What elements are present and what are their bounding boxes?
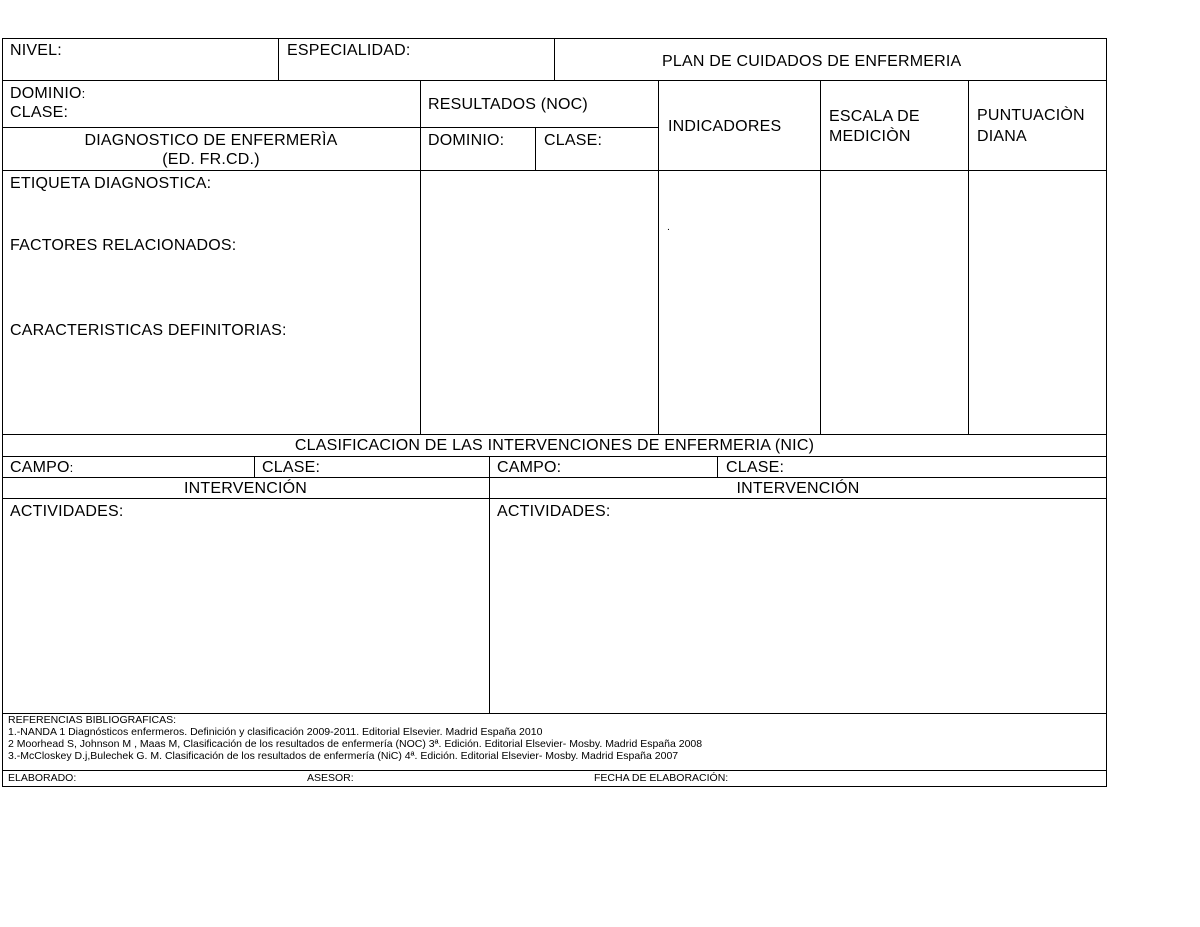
noc-dominio-label: DOMINIO:: [428, 132, 505, 149]
campo-text: CAMPO: [10, 459, 70, 476]
campo-colon: :: [69, 460, 74, 475]
grid-line: [658, 80, 659, 434]
escala-header-line1: ESCALA DE: [829, 108, 920, 125]
grid-line: [254, 456, 255, 477]
caracteristicas-definitorias-label: CARACTERISTICAS DEFINITORIAS:: [10, 322, 287, 339]
fecha-elaboracion-label: FECHA DE ELABORACIÓN:: [594, 772, 729, 784]
grid-line: [278, 38, 279, 80]
reference-item-1: 1.-NANDA 1 Diagnósticos enfermeros. Definición y clasificación 2009-2011. Editorial Elsevier. Madrid España 2010: [8, 726, 543, 738]
diagnosis-heading-line1: DIAGNOSTICO DE ENFERMERÌA: [84, 132, 338, 149]
nic-right-actividades-label: ACTIVIDADES:: [497, 503, 611, 520]
grid-line: [2, 456, 1107, 457]
dominio-text: DOMINIO: [10, 85, 82, 102]
reference-item-3: 3.-McCloskey D.j,Bulechek G. M. Clasificación de los resultados de enfermería (NiC) 4ª. Edición. Editorial Elsevier- Mosby. Madrid España 2007: [8, 750, 679, 762]
escala-header-line2: MEDICIÒN: [829, 128, 911, 145]
nic-left-campo-label: [10, 459, 73, 476]
grid-line: [2, 770, 1107, 771]
nic-heading: CLASIFICACION DE LAS INTERVENCIONES DE ENFERMERIA (NIC): [294, 437, 815, 454]
grid-line: [535, 127, 536, 170]
puntuacion-header-line2: DIANA: [977, 128, 1027, 145]
grid-line: [420, 80, 421, 434]
puntuacion-header-line1: PUNTUACIÒN: [977, 107, 1085, 124]
nic-right-intervencion-header: INTERVENCIÓN: [736, 480, 860, 497]
diagnosis-heading-line2: (ED. FR.CD.): [162, 151, 260, 168]
nivel-label: NIVEL:: [10, 42, 62, 59]
nic-right-clase-label: CLASE:: [726, 459, 785, 476]
asesor-label: ASESOR:: [307, 772, 354, 784]
nic-left-intervencion-header: INTERVENCIÓN: [183, 480, 307, 497]
grid-line: [554, 38, 555, 80]
grid-line: [2, 170, 1107, 171]
grid-line: [968, 80, 969, 434]
grid-line: [2, 80, 1107, 81]
diagnosis-dominio-label: [10, 85, 85, 102]
grid-line: [2, 498, 1107, 499]
references-heading: REFERENCIAS BIBLIOGRAFICAS:: [8, 714, 177, 726]
elaborado-label: ELABORADO:: [8, 772, 77, 784]
nic-left-clase-label: CLASE:: [262, 459, 321, 476]
page-title: PLAN DE CUIDADOS DE ENFERMERIA: [662, 53, 962, 70]
noc-clase-label: CLASE:: [544, 132, 603, 149]
nic-right-campo-label: CAMPO:: [497, 459, 562, 476]
grid-line: [2, 477, 1107, 478]
reference-item-2: 2 Moorhead S, Johnson M , Maas M, Clasificación de los resultados de enfermería (NOC) 3ª. Edición. Editorial Elsevier- Mosby. Madrid España 2008: [8, 738, 703, 750]
indicadores-header: INDICADORES: [668, 118, 782, 135]
nic-left-actividades-label: ACTIVIDADES:: [10, 503, 124, 520]
grid-line: [2, 127, 658, 128]
factores-relacionados-label: FACTORES RELACIONADOS:: [10, 237, 237, 254]
grid-line: [717, 456, 718, 477]
stray-dot: .: [667, 221, 670, 233]
grid-line: [2, 434, 1107, 435]
grid-line: [820, 80, 821, 434]
etiqueta-diagnostica-label: ETIQUETA DIAGNOSTICA:: [10, 175, 212, 192]
especialidad-label: ESPECIALIDAD:: [287, 42, 411, 59]
diagnosis-clase-label: CLASE:: [10, 104, 69, 121]
dominio-colon: :: [81, 86, 86, 101]
noc-heading: RESULTADOS (NOC): [428, 96, 588, 113]
